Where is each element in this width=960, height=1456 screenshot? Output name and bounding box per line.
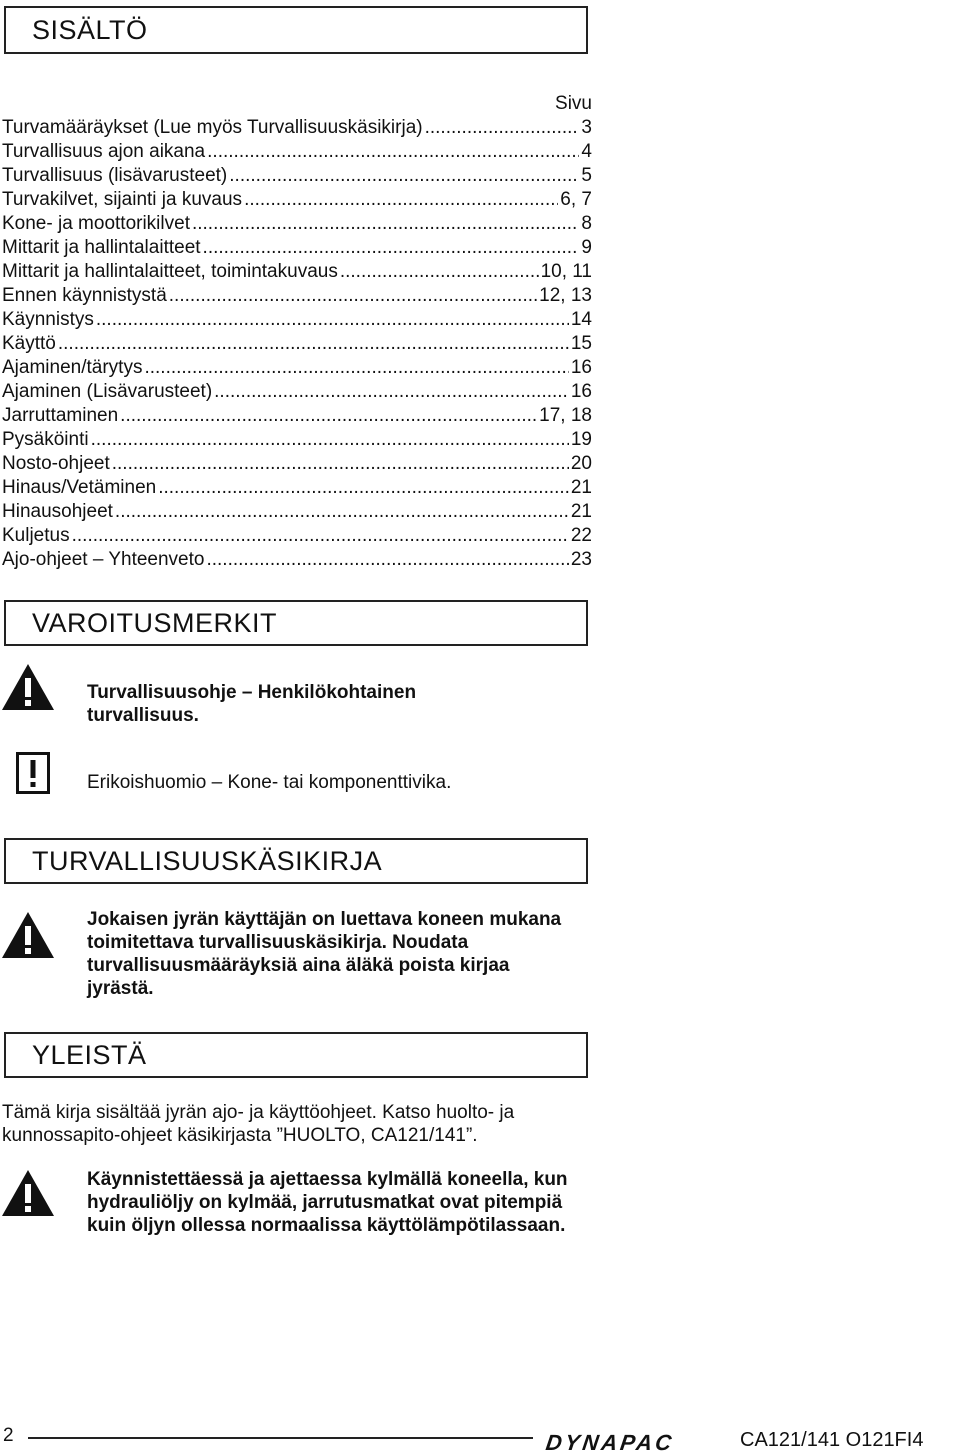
toc-entry-page: 5 <box>581 165 592 186</box>
model-code: CA121/141 O121FI4 <box>740 1429 924 1451</box>
toc-entry-title: Mittarit ja hallintalaitteet <box>2 237 201 258</box>
toc-dot-leader <box>96 308 569 332</box>
notice-exclamation-icon <box>16 752 50 794</box>
toc-entry-page: 3 <box>581 117 592 138</box>
toc-entry-title: Turvallisuus (lisävarusteet) <box>2 165 228 186</box>
toc-entry-title: Ennen käynnistystä <box>2 285 167 306</box>
toc-dot-leader <box>144 356 568 380</box>
table-of-contents <box>2 92 592 572</box>
page-number: 2 <box>3 1425 14 1446</box>
toc-entry-page: 10, 11 <box>540 261 592 282</box>
toc-entry <box>2 548 592 572</box>
toc-entry <box>2 284 592 308</box>
toc-entry-page: 19 <box>570 429 592 450</box>
toc-entry <box>2 356 592 380</box>
toc-entry <box>2 164 592 188</box>
toc-entry <box>2 260 592 284</box>
toc-entry-title: Turvallisuus ajon aikana <box>2 141 206 162</box>
toc-entry-page: 9 <box>581 237 592 258</box>
toc-entry <box>2 500 592 524</box>
toc-entry <box>2 188 592 212</box>
toc-entry-title: Ajo-ohjeet – Yhteenveto <box>2 549 205 570</box>
toc-entry <box>2 236 592 260</box>
toc-entry <box>2 524 592 548</box>
toc-entry-page: 21 <box>570 477 592 498</box>
toc-entry-title: Pysäköinti <box>2 429 89 450</box>
toc-dot-leader <box>112 452 569 476</box>
toc-entry <box>2 212 592 236</box>
toc-entry <box>2 452 592 476</box>
toc-dot-leader <box>203 236 580 260</box>
toc-dot-leader <box>340 260 539 284</box>
toc-dot-leader <box>206 548 568 572</box>
toc-entry-page: 15 <box>570 333 592 354</box>
toc-entry-title: Kuljetus <box>2 525 70 546</box>
toc-dot-leader <box>91 428 569 452</box>
toc-entry-page: 23 <box>570 549 592 570</box>
cold-start-warning-text: Käynnistettäessä ja ajettaessa kylmällä koneella, kun hydrauliöljy on kylmää, jarrutusmatkat ovat pitempiä kuin öljyn ollessa normaalissa käyttölämpötilassaan. <box>87 1169 568 1236</box>
toc-entry <box>2 116 592 140</box>
toc-entry <box>2 428 592 452</box>
toc-dot-leader <box>158 476 569 500</box>
toc-entry-title: Nosto-ohjeet <box>2 453 110 474</box>
toc-entry-page: 8 <box>581 213 592 234</box>
toc-entry-title: Jarruttaminen <box>2 405 119 426</box>
toc-entry-title: Ajaminen/tärytys <box>2 357 143 378</box>
toc-entry-page: 4 <box>581 141 592 162</box>
toc-entry-title: Hinausohjeet <box>2 501 113 522</box>
toc-dot-leader <box>229 164 579 188</box>
toc-entry-title: Hinaus/Vetäminen <box>2 477 157 498</box>
toc-entry <box>2 140 592 164</box>
toc-entry-title: Ajaminen (Lisävarusteet) <box>2 381 213 402</box>
toc-entry-page: 21 <box>570 501 592 522</box>
toc-dot-leader <box>207 140 579 164</box>
toc-dot-leader <box>192 212 579 236</box>
toc-entry-page: 20 <box>570 453 592 474</box>
toc-dot-leader <box>72 524 569 548</box>
toc-entry-page: 17, 18 <box>539 405 592 426</box>
dynapac-logo: DYNAPAC <box>544 1430 676 1455</box>
safety-manual-heading: TURVALLISUUSKÄSIKIRJA <box>4 838 588 884</box>
toc-entry-title: Käynnistys <box>2 309 94 330</box>
warning-triangle-icon <box>0 910 56 960</box>
toc-entry-page: 6, 7 <box>560 189 592 210</box>
toc-entry-title: Käyttö <box>2 333 56 354</box>
toc-entry-title: Kone- ja moottorikilvet <box>2 213 190 234</box>
toc-dot-leader <box>244 188 558 212</box>
notice-text: Erikoishuomio – Kone- tai komponenttivika. <box>87 772 452 793</box>
toc-entry-page: 22 <box>570 525 592 546</box>
toc-entry-page: 16 <box>570 357 592 378</box>
toc-dot-leader <box>58 332 569 356</box>
toc-entry <box>2 476 592 500</box>
toc-entry-title: Mittarit ja hallintalaitteet, toimintakuvaus <box>2 261 338 282</box>
toc-entry <box>2 404 592 428</box>
warning-triangle-icon <box>0 1168 56 1218</box>
toc-dot-leader <box>214 380 569 404</box>
toc-dot-leader <box>169 284 537 308</box>
toc-heading: SISÄLTÖ <box>4 6 588 54</box>
toc-entry-page: 12, 13 <box>539 285 592 306</box>
warning-triangle-icon <box>0 662 56 712</box>
general-heading: YLEISTÄ <box>4 1032 588 1078</box>
toc-list <box>2 116 592 572</box>
toc-dot-leader <box>115 500 569 524</box>
toc-dot-leader <box>120 404 537 428</box>
toc-entry-title: Turvamääräykset (Lue myös Turvallisuuskäsikirja) <box>2 117 423 138</box>
toc-entry <box>2 380 592 404</box>
safety-manual-text: Jokaisen jyrän käyttäjän on luettava koneen mukana toimitettava turvallisuuskäsikirja. Noudata turvallisuusmääräyksiä aina äläkä poista kirjaa jyrästä. <box>87 909 562 999</box>
toc-entry-title: Turvakilvet, sijainti ja kuvaus <box>2 189 243 210</box>
general-intro-text: Tämä kirja sisältää jyrän ajo- ja käyttöohjeet. Katso huolto- ja kunnossapito-ohjeet käsikirjasta ”HUOLTO, CA121/141”. <box>2 1102 515 1146</box>
toc-entry <box>2 332 592 356</box>
footer-rule <box>28 1437 533 1439</box>
toc-dot-leader <box>425 116 580 140</box>
toc-entry <box>2 308 592 332</box>
toc-entry-page: 16 <box>570 381 592 402</box>
toc-entry-page: 14 <box>570 309 592 330</box>
toc-page-label: Sivu <box>555 93 592 114</box>
personal-safety-text: Turvallisuusohje – Henkilökohtainen turvallisuus. <box>87 682 417 726</box>
warnings-heading: VAROITUSMERKIT <box>4 600 588 646</box>
